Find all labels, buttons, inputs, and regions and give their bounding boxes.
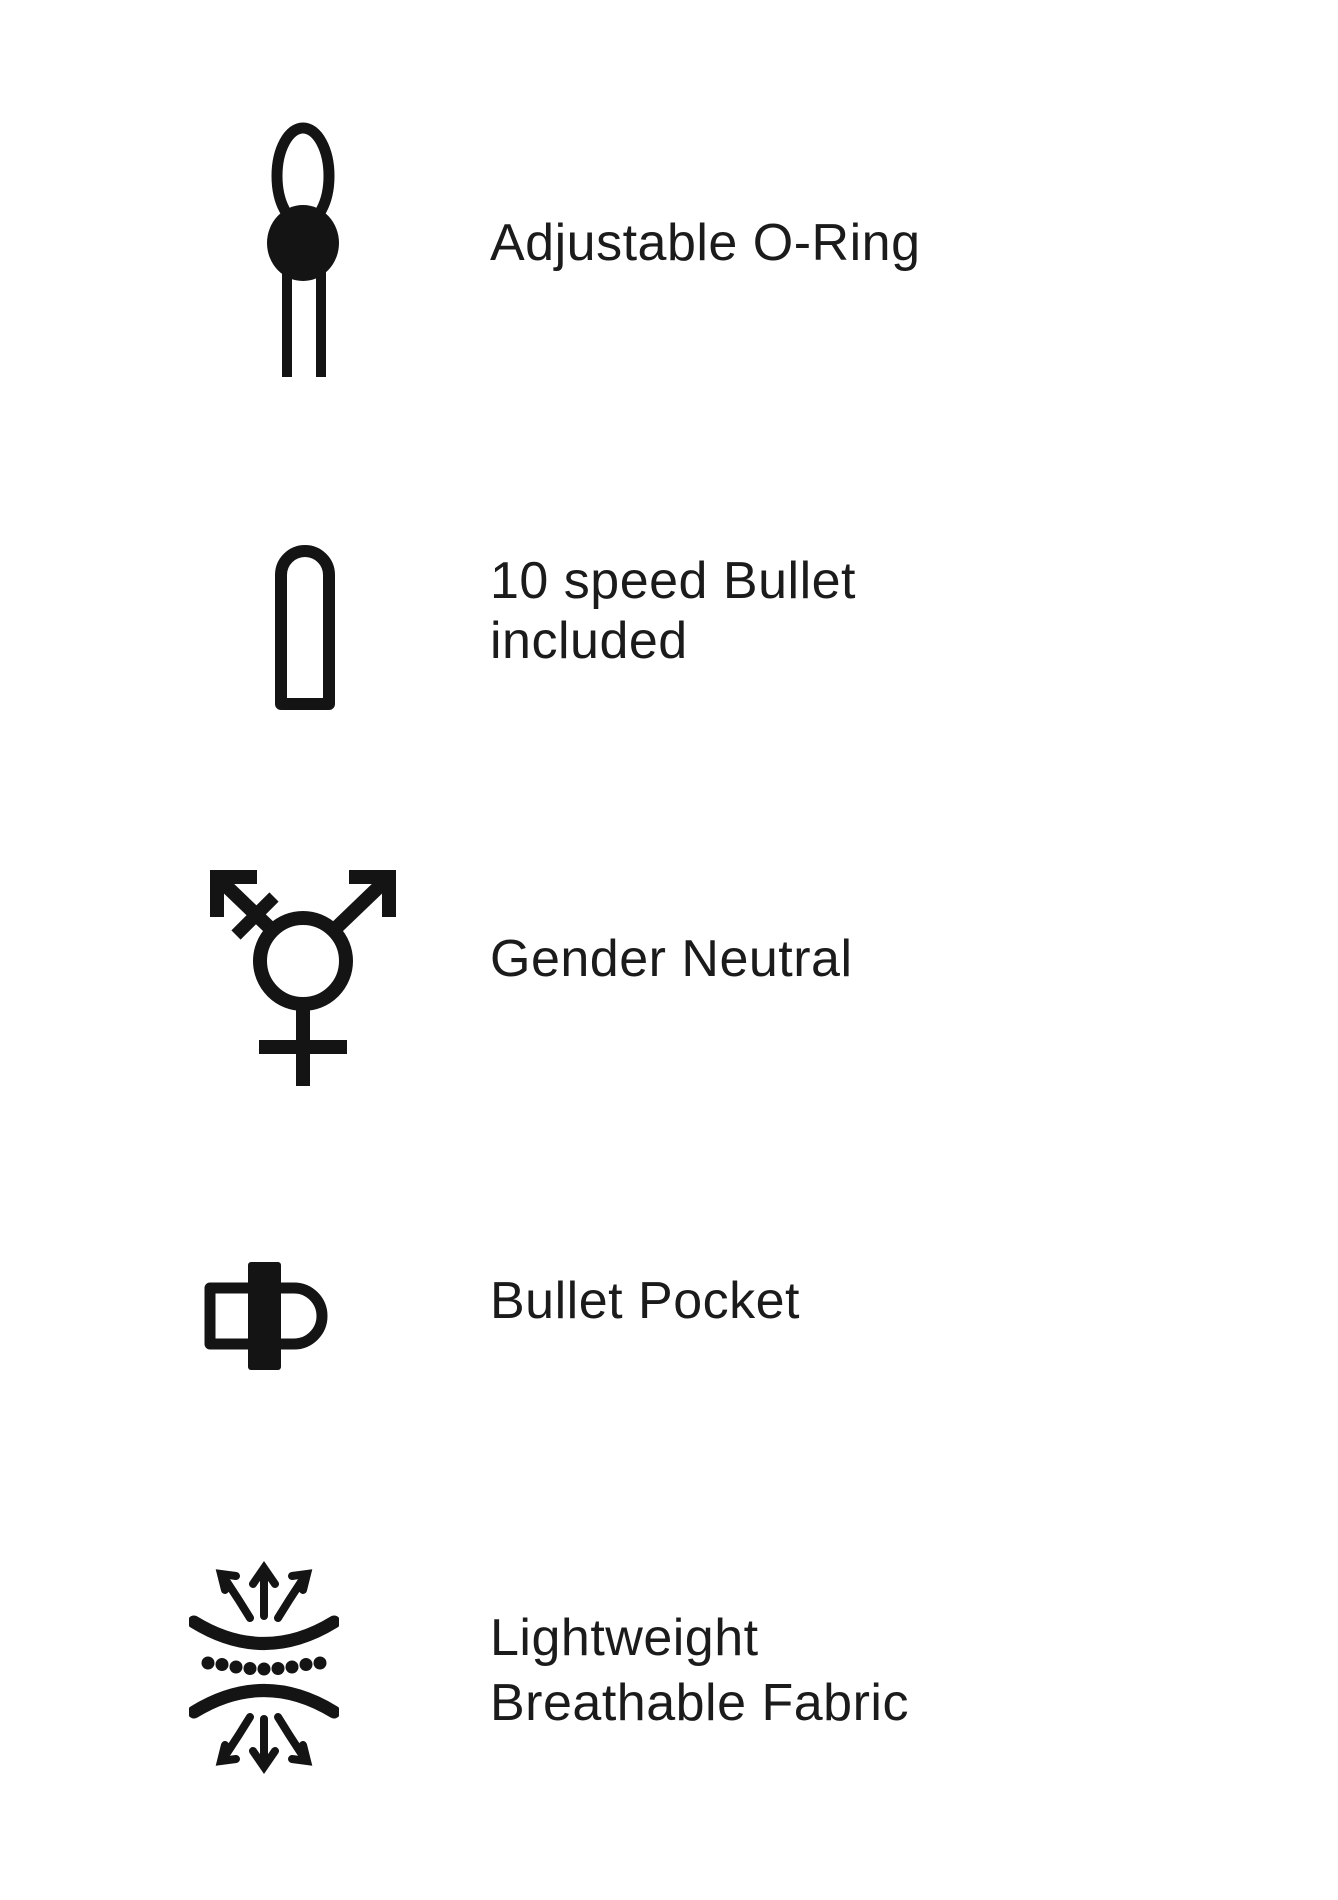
feature-icon-adjustable-o-ring [258, 118, 348, 380]
feature-label-line: Gender Neutral [490, 930, 853, 988]
feature-label-adjustable-o-ring [490, 213, 921, 273]
feature-icon-gender-neutral [203, 868, 403, 1098]
feature-label-line: Adjustable O-Ring [490, 214, 921, 272]
bullet-vibe-icon [275, 545, 335, 710]
feature-label-lightweight-breathable [490, 1606, 909, 1736]
breathable-fabric-icon [189, 1560, 339, 1775]
feature-icon-lightweight-breathable [189, 1560, 339, 1775]
feature-icon-ten-speed-bullet [275, 545, 335, 710]
feature-label-gender-neutral [490, 929, 853, 989]
bullet-pocket-icon [200, 1260, 330, 1372]
feature-label-bullet-pocket [490, 1271, 800, 1331]
transgender-symbol-icon [203, 868, 403, 1098]
feature-label-line: 10 speed Bullet [490, 552, 856, 610]
feature-label-line: Bullet Pocket [490, 1272, 800, 1330]
feature-label-line: included [490, 612, 688, 670]
feature-icon-bullet-pocket [200, 1260, 330, 1372]
feature-label-ten-speed-bullet [490, 551, 856, 671]
feature-label-line: Lightweight [490, 1609, 759, 1667]
feature-label-line: Breathable Fabric [490, 1674, 909, 1732]
drawstring-toggle-icon [258, 118, 348, 380]
